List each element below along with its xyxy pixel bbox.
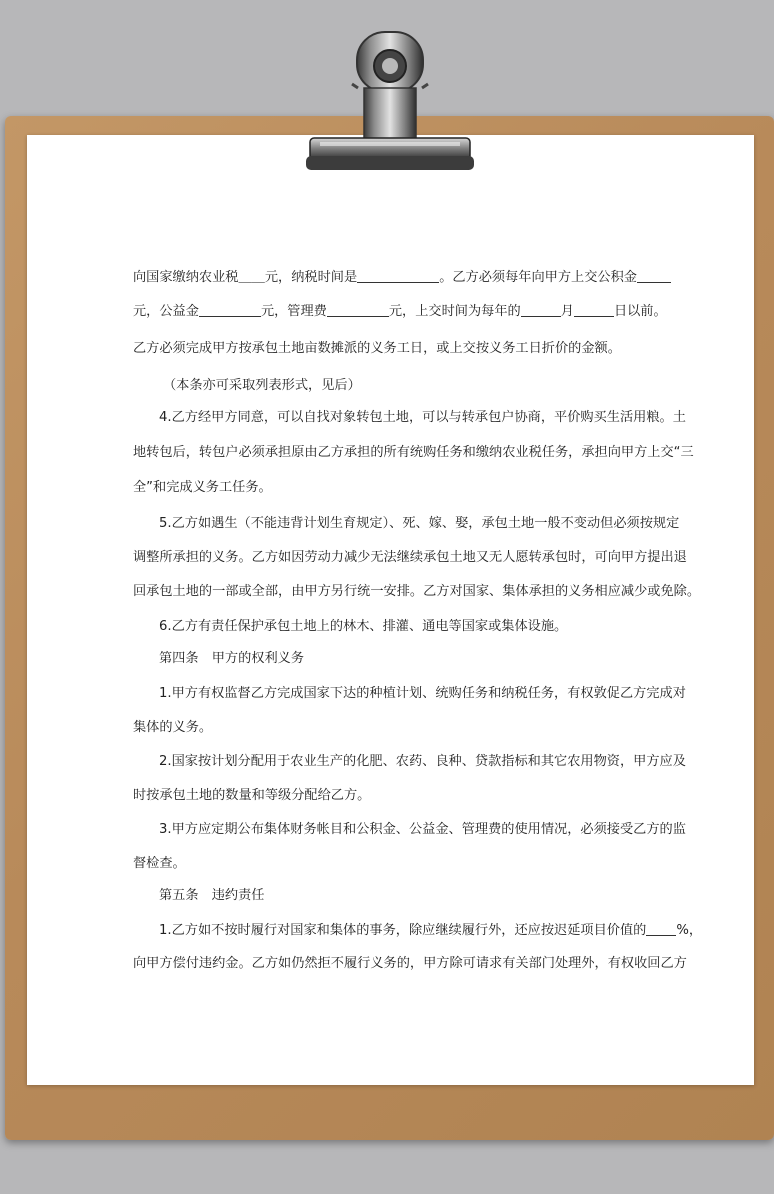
binder-clip-icon: [300, 28, 480, 178]
line-text: 地转包后，转包户必须承担原由乙方承担的所有统购任务和缴纳农业税任务，承担向甲方上交“三: [133, 445, 694, 460]
text-line: [159, 409, 686, 426]
line-text: 日以前。: [613, 304, 667, 319]
line-text: 4.乙方经甲方同意，可以自找对象转包土地，可以与转承包户协商，平价购买生活用粮。土: [159, 410, 686, 425]
text-line: [159, 685, 686, 702]
line-text: 第五条 违约责任: [159, 888, 265, 903]
text-line: [133, 302, 667, 320]
text-line: [159, 921, 702, 939]
blank-underline: [521, 302, 561, 317]
blank-underline: [646, 921, 676, 936]
line-text: 月: [560, 304, 574, 319]
text-line: [133, 479, 272, 496]
line-text: 5.乙方如遇生（不能违背计划生育规定）、死、嫁、娶，承包土地一般不变动但必须按规定: [159, 516, 680, 531]
text-line: [133, 340, 621, 357]
line-text: 1.乙方如不按时履行对国家和集体的事务，除应继续履行外，还应按迟延项目价值的: [159, 923, 647, 938]
text-line: [133, 719, 212, 736]
line-text: （本条亦可采取列表形式，见后）: [163, 378, 361, 393]
line-text: %，: [676, 923, 703, 938]
text-line: [159, 618, 567, 635]
line-text: 6.乙方有责任保护承包土地上的林木、排灌、通电等国家或集体设施。: [159, 619, 568, 634]
text-line: [133, 444, 694, 461]
text-line: [133, 787, 370, 804]
text-line: [133, 955, 687, 972]
line-text: 元，管理费: [260, 304, 327, 319]
line-text: 向甲方偿付违约金。乙方如仍然拒不履行义务的，甲方除可请求有关部门处理外，有权收回乙方: [133, 956, 687, 971]
line-text: 元，上交时间为每年的: [388, 304, 521, 319]
line-text: 向国家缴纳农业税＿＿元，纳税时间是: [133, 270, 358, 285]
text-line: [159, 887, 265, 904]
text-line: [133, 855, 186, 872]
line-text: 回承包土地的一部或全部，由甲方另行统一安排。乙方对国家、集体承担的义务相应减少或免除。: [133, 584, 701, 599]
blank-underline: [574, 302, 614, 317]
line-text: 乙方必须完成甲方按承包土地亩数摊派的义务工日，或上交按义务工日折价的金额。: [133, 341, 621, 356]
blank-underline: [637, 268, 671, 283]
text-line: [159, 753, 686, 770]
text-line: [163, 377, 361, 394]
line-text: 全”和完成义务工任务。: [133, 480, 272, 495]
text-line: [159, 650, 304, 667]
line-text: 元，公益金: [133, 304, 199, 319]
text-line: [133, 583, 700, 600]
blank-underline: [199, 302, 261, 317]
text-line: [133, 549, 687, 566]
text-line: [133, 268, 671, 286]
line-text: 3.甲方应定期公布集体财务帐目和公积金、公益金、管理费的使用情况，必须接受乙方的监: [159, 822, 686, 837]
blank-underline: [357, 268, 439, 283]
line-text: 时按承包土地的数量和等级分配给乙方。: [133, 788, 371, 803]
blank-underline: [327, 302, 389, 317]
text-line: [159, 515, 679, 532]
line-text: 督检查。: [133, 856, 186, 871]
line-text: 2.国家按计划分配用于农业生产的化肥、农药、良种、贷款指标和其它农用物资，甲方应及: [159, 754, 686, 769]
text-line: [159, 821, 686, 838]
line-text: 调整所承担的义务。乙方如因劳动力减少无法继续承包土地又无人愿转承包时，可向甲方提出退: [133, 550, 687, 565]
line-text: 集体的义务。: [133, 720, 213, 735]
line-text: 1.甲方有权监督乙方完成国家下达的种植计划、统购任务和纳税任务，有权敦促乙方完成对: [159, 686, 686, 701]
line-text: 第四条 甲方的权利义务: [159, 651, 305, 666]
line-text: 。乙方必须每年向甲方上交公积金: [439, 270, 637, 285]
